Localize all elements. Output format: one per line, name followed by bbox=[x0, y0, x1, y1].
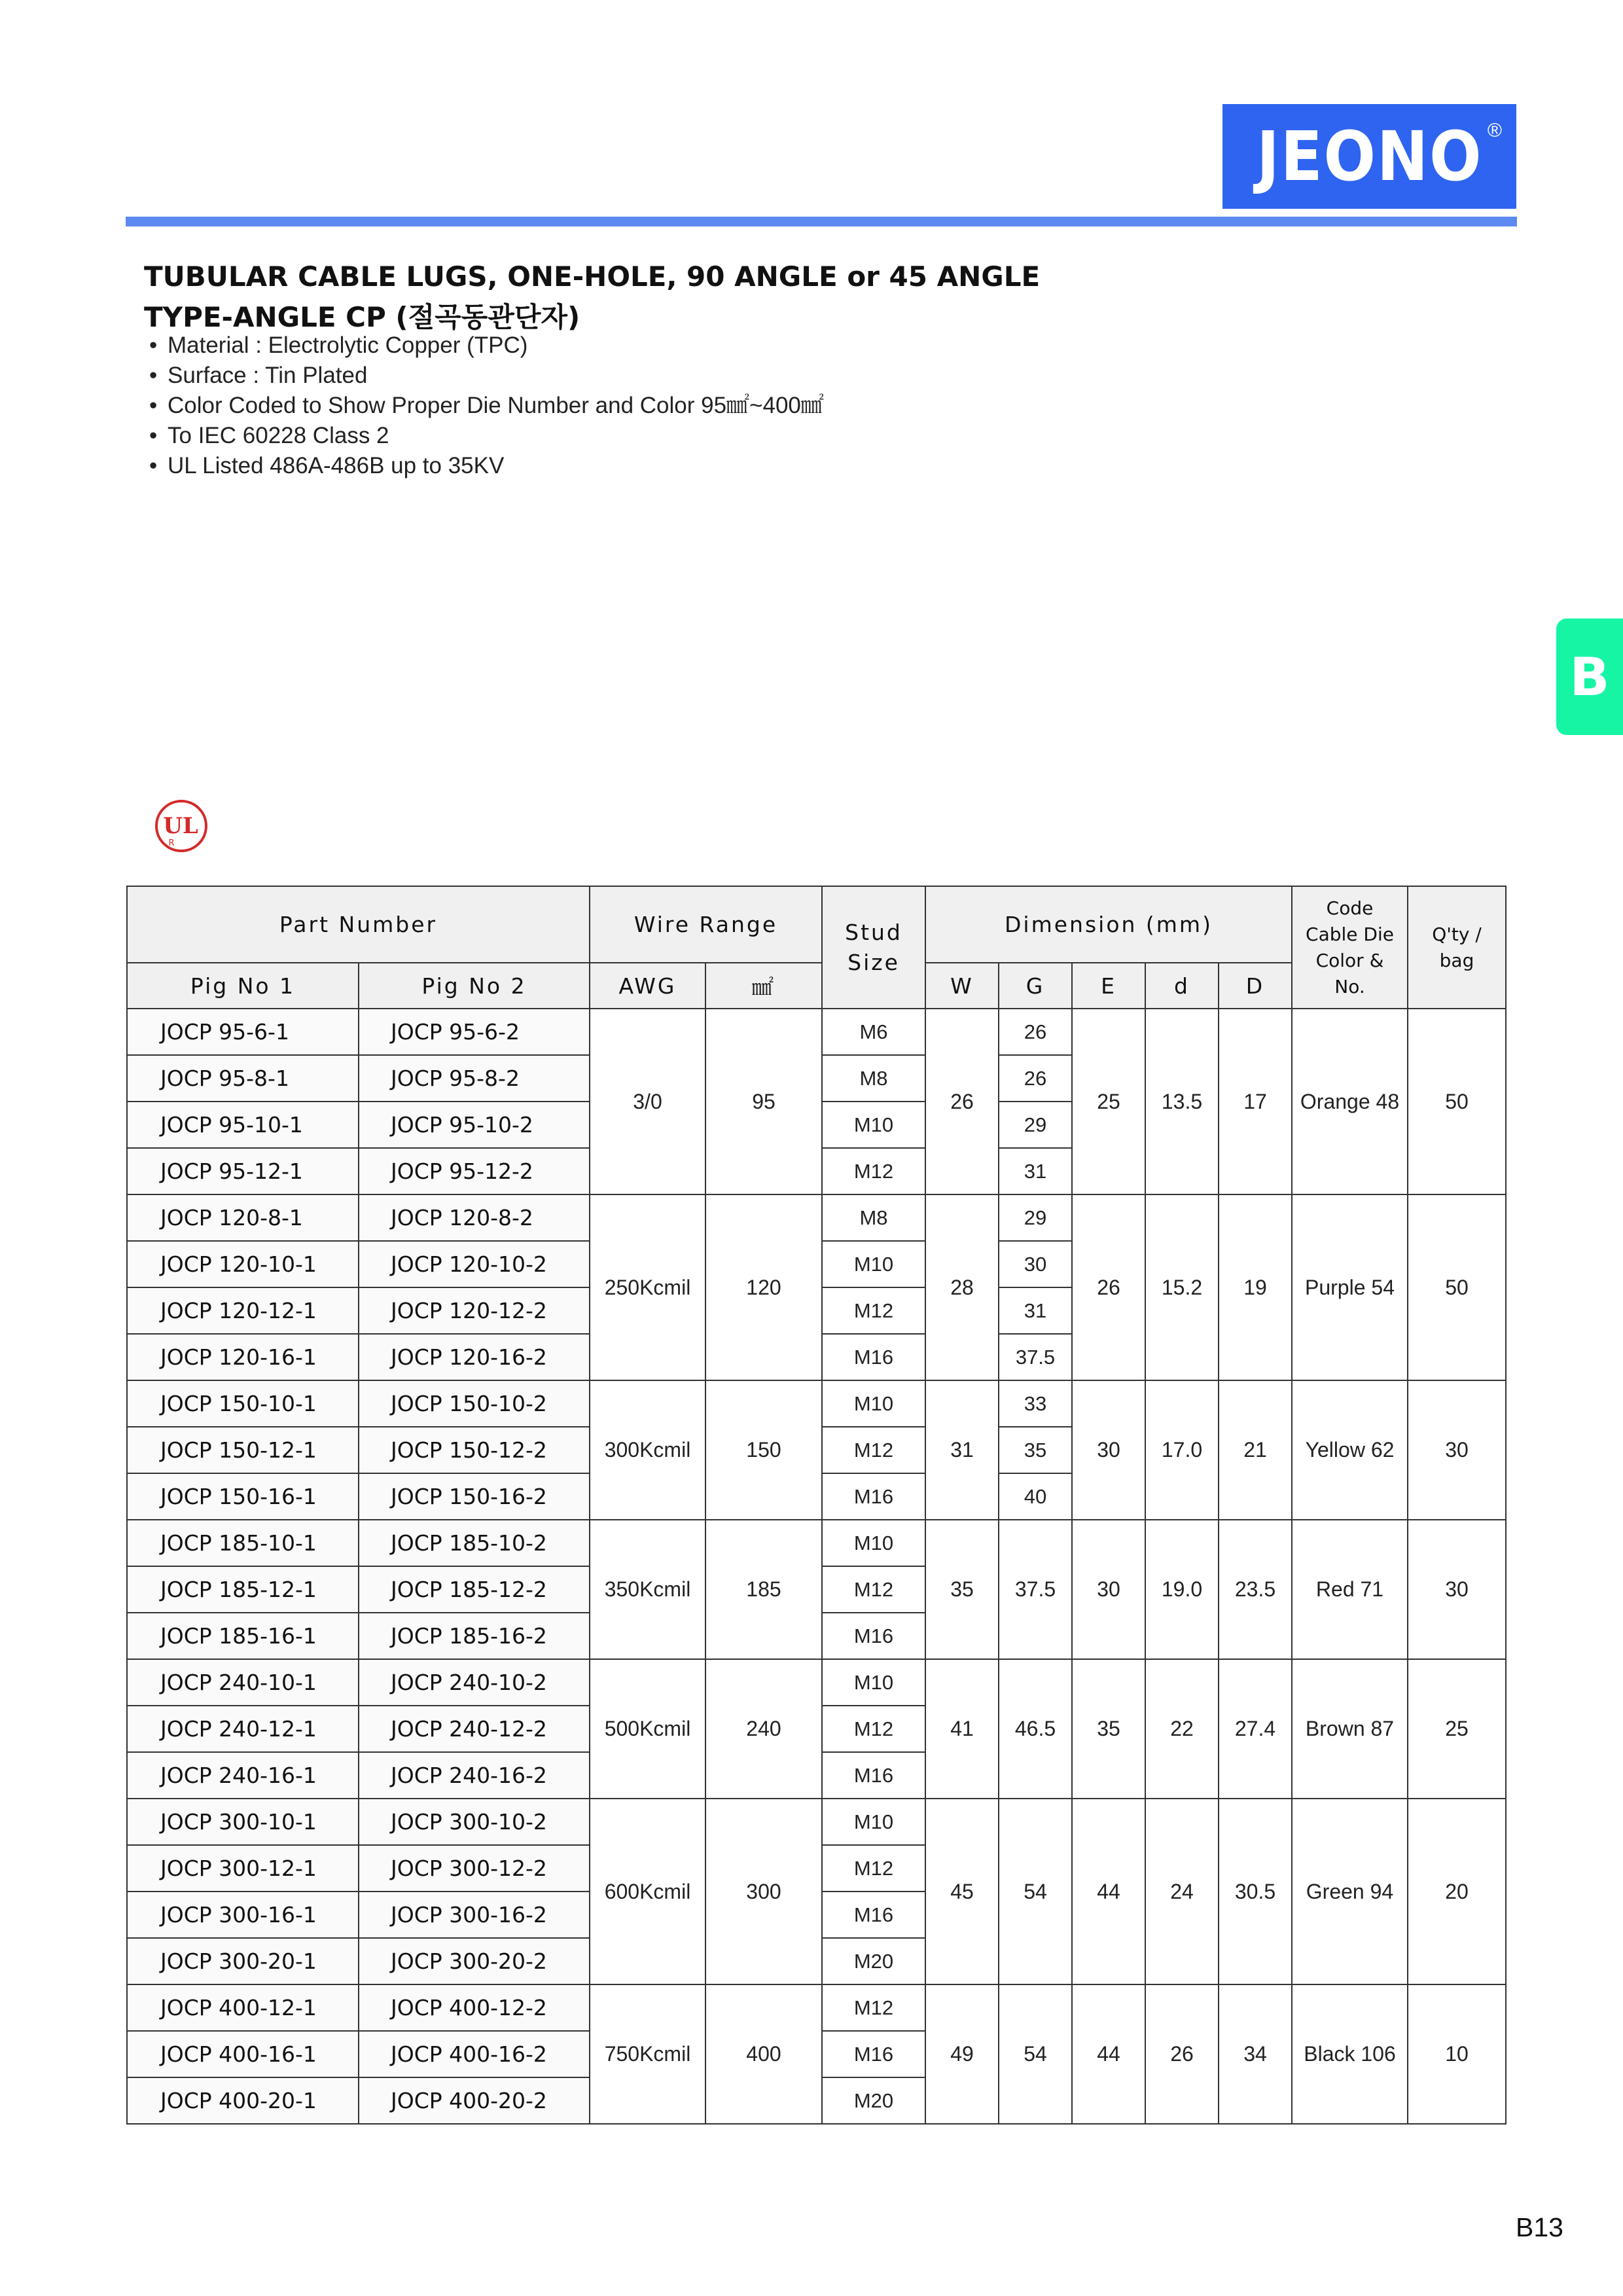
pig-no-1-cell: JOCP 95-6-1 bbox=[127, 1009, 359, 1055]
dim-e-cell: 26 bbox=[1072, 1194, 1145, 1380]
header-code-color bbox=[1292, 886, 1408, 1009]
mm2-cell: 95 bbox=[705, 1009, 822, 1194]
die-color-cell: Yellow 62 bbox=[1292, 1380, 1408, 1520]
pig-no-2-cell: JOCP 400-16-2 bbox=[359, 2031, 590, 2077]
qty-cell: 50 bbox=[1408, 1009, 1506, 1194]
awg-cell: 500Kcmil bbox=[590, 1659, 705, 1799]
section-tab[interactable]: B bbox=[1556, 619, 1623, 735]
dim-d-small-cell: 17.0 bbox=[1145, 1380, 1219, 1520]
dim-e-cell: 44 bbox=[1072, 1984, 1145, 2124]
registered-mark: ® bbox=[1487, 120, 1502, 141]
dim-g-cell: 33 bbox=[999, 1380, 1072, 1427]
dim-g-cell: 29 bbox=[999, 1102, 1072, 1148]
awg-cell: 250Kcmil bbox=[590, 1194, 705, 1380]
dim-d-large-cell: 19 bbox=[1219, 1194, 1292, 1380]
table-header bbox=[127, 886, 1506, 1009]
pig-no-1-cell: JOCP 400-12-1 bbox=[127, 1984, 359, 2031]
pig-no-1-cell: JOCP 300-20-1 bbox=[127, 1938, 359, 1984]
stud-size-cell: M20 bbox=[822, 1938, 925, 1984]
dim-e-cell: 30 bbox=[1072, 1520, 1145, 1659]
pig-no-2-cell: JOCP 95-10-2 bbox=[359, 1102, 590, 1148]
die-color-cell: Orange 48 bbox=[1292, 1009, 1408, 1194]
dim-w-cell: 35 bbox=[925, 1520, 999, 1659]
dim-w-cell: 26 bbox=[925, 1009, 999, 1194]
header-g: G bbox=[999, 963, 1072, 1009]
product-type-title: TYPE-ANGLE CP (절곡동관단자) bbox=[144, 301, 580, 333]
pig-no-2-cell: JOCP 185-16-2 bbox=[359, 1613, 590, 1659]
table-row bbox=[127, 1380, 1506, 1427]
header-wire-range: Wire Range bbox=[590, 886, 822, 963]
dim-d-large-cell: 27.4 bbox=[1219, 1659, 1292, 1799]
pig-no-2-cell: JOCP 185-10-2 bbox=[359, 1520, 590, 1566]
dim-g-cell: 37.5 bbox=[999, 1520, 1072, 1659]
awg-cell: 300Kcmil bbox=[590, 1380, 705, 1520]
pig-no-1-cell: JOCP 150-12-1 bbox=[127, 1427, 359, 1473]
dim-d-large-cell: 30.5 bbox=[1219, 1799, 1292, 1984]
die-color-cell: Brown 87 bbox=[1292, 1659, 1408, 1799]
pig-no-2-cell: JOCP 185-12-2 bbox=[359, 1566, 590, 1613]
stud-size-cell: M20 bbox=[822, 2077, 925, 2124]
dim-g-cell: 40 bbox=[999, 1473, 1072, 1520]
dim-e-cell: 30 bbox=[1072, 1380, 1145, 1520]
pig-no-1-cell: JOCP 120-8-1 bbox=[127, 1194, 359, 1241]
pig-no-2-cell: JOCP 240-16-2 bbox=[359, 1752, 590, 1799]
mm2-cell: 240 bbox=[705, 1659, 822, 1799]
dim-g-cell: 31 bbox=[999, 1287, 1072, 1334]
pig-no-1-cell: JOCP 95-10-1 bbox=[127, 1102, 359, 1148]
stud-size-cell: M10 bbox=[822, 1380, 925, 1427]
dim-g-cell: 26 bbox=[999, 1055, 1072, 1102]
die-color-cell: Black 106 bbox=[1292, 1984, 1408, 2124]
brand-name: JEONO bbox=[1256, 117, 1483, 196]
awg-cell: 600Kcmil bbox=[590, 1799, 705, 1984]
dim-d-small-cell: 13.5 bbox=[1145, 1009, 1219, 1194]
pig-no-2-cell: JOCP 95-6-2 bbox=[359, 1009, 590, 1055]
dim-e-cell: 25 bbox=[1072, 1009, 1145, 1194]
feature-text: Surface : Tin Plated bbox=[168, 363, 368, 388]
pig-no-2-cell: JOCP 300-16-2 bbox=[359, 1892, 590, 1938]
header-qty-text: Q'ty / bag bbox=[1432, 923, 1482, 971]
pig-no-1-cell: JOCP 400-16-1 bbox=[127, 2031, 359, 2077]
pig-no-1-cell: JOCP 240-12-1 bbox=[127, 1706, 359, 1752]
header-pig2: Pig No 2 bbox=[359, 963, 590, 1009]
table-row bbox=[127, 1799, 1506, 1845]
qty-cell: 25 bbox=[1408, 1659, 1506, 1799]
qty-cell: 30 bbox=[1408, 1520, 1506, 1659]
pig-no-2-cell: JOCP 400-12-2 bbox=[359, 1984, 590, 2031]
pig-no-1-cell: JOCP 185-16-1 bbox=[127, 1613, 359, 1659]
stud-size-cell: M16 bbox=[822, 1892, 925, 1938]
dim-g-cell: 54 bbox=[999, 1799, 1072, 1984]
header-d-large: D bbox=[1219, 963, 1292, 1009]
dim-w-cell: 41 bbox=[925, 1659, 999, 1799]
page-number: B13 bbox=[1516, 2212, 1563, 2242]
table-row bbox=[127, 1520, 1506, 1566]
table-row bbox=[127, 1009, 1506, 1055]
specification-table bbox=[126, 886, 1507, 2125]
dim-g-cell: 54 bbox=[999, 1984, 1072, 2124]
pig-no-1-cell: JOCP 240-10-1 bbox=[127, 1659, 359, 1706]
header-d-small: d bbox=[1145, 963, 1219, 1009]
stud-size-cell: M12 bbox=[822, 1566, 925, 1613]
pig-no-2-cell: JOCP 150-12-2 bbox=[359, 1427, 590, 1473]
dim-g-cell: 46.5 bbox=[999, 1659, 1072, 1799]
dim-d-large-cell: 17 bbox=[1219, 1009, 1292, 1194]
pig-no-2-cell: JOCP 95-12-2 bbox=[359, 1148, 590, 1194]
pig-no-2-cell: JOCP 150-16-2 bbox=[359, 1473, 590, 1520]
header-dimension: Dimension (mm) bbox=[925, 886, 1292, 963]
dim-g-cell: 30 bbox=[999, 1241, 1072, 1287]
ul-listed-icon bbox=[154, 798, 208, 853]
pig-no-1-cell: JOCP 150-10-1 bbox=[127, 1380, 359, 1427]
stud-size-cell: M10 bbox=[822, 1520, 925, 1566]
stud-size-cell: M12 bbox=[822, 1148, 925, 1194]
dim-w-cell: 28 bbox=[925, 1194, 999, 1380]
jeono-logo bbox=[1222, 104, 1516, 209]
pig-no-2-cell: JOCP 120-8-2 bbox=[359, 1194, 590, 1241]
die-color-cell: Purple 54 bbox=[1292, 1194, 1408, 1380]
dim-d-small-cell: 19.0 bbox=[1145, 1520, 1219, 1659]
pig-no-1-cell: JOCP 240-16-1 bbox=[127, 1752, 359, 1799]
dim-d-large-cell: 21 bbox=[1219, 1380, 1292, 1520]
table-row bbox=[127, 1984, 1506, 2031]
stud-size-cell: M6 bbox=[822, 1009, 925, 1055]
feature-text: Material : Electrolytic Copper (TPC) bbox=[168, 332, 528, 358]
dim-g-cell: 37.5 bbox=[999, 1334, 1072, 1380]
pig-no-2-cell: JOCP 120-10-2 bbox=[359, 1241, 590, 1287]
dim-g-cell: 35 bbox=[999, 1427, 1072, 1473]
awg-cell: 750Kcmil bbox=[590, 1984, 705, 2124]
header-e: E bbox=[1072, 963, 1145, 1009]
pig-no-1-cell: JOCP 300-10-1 bbox=[127, 1799, 359, 1845]
mm2-cell: 300 bbox=[705, 1799, 822, 1984]
header-mm2: ㎟ bbox=[705, 963, 822, 1009]
dim-d-large-cell: 34 bbox=[1219, 1984, 1292, 2124]
ul-mark-text: UL bbox=[163, 813, 198, 839]
pig-no-1-cell: JOCP 300-12-1 bbox=[127, 1845, 359, 1892]
qty-cell: 10 bbox=[1408, 1984, 1506, 2124]
feature-item: • To IEC 60228 Class 2 bbox=[149, 423, 389, 448]
stud-size-cell: M16 bbox=[822, 1473, 925, 1520]
feature-item: • Color Coded to Show Proper Die Number and Color 95㎟~400㎟ bbox=[149, 393, 824, 418]
stud-size-cell: M12 bbox=[822, 1427, 925, 1473]
header-code-color-text: Code Cable Die Color & No. bbox=[1306, 897, 1394, 997]
stud-size-cell: M12 bbox=[822, 1706, 925, 1752]
dim-d-small-cell: 15.2 bbox=[1145, 1194, 1219, 1380]
ul-reg-text: R bbox=[168, 838, 175, 848]
pig-no-2-cell: JOCP 300-20-2 bbox=[359, 1938, 590, 1984]
dim-g-cell: 26 bbox=[999, 1009, 1072, 1055]
header-part-number: Part Number bbox=[127, 886, 590, 963]
table-row bbox=[127, 1659, 1506, 1706]
pig-no-2-cell: JOCP 240-10-2 bbox=[359, 1659, 590, 1706]
pig-no-1-cell: JOCP 120-16-1 bbox=[127, 1334, 359, 1380]
dim-d-large-cell: 23.5 bbox=[1219, 1520, 1292, 1659]
stud-size-cell: M8 bbox=[822, 1194, 925, 1241]
dim-d-small-cell: 22 bbox=[1145, 1659, 1219, 1799]
stud-size-cell: M12 bbox=[822, 1984, 925, 2031]
pig-no-1-cell: JOCP 120-12-1 bbox=[127, 1287, 359, 1334]
dim-w-cell: 45 bbox=[925, 1799, 999, 1984]
header-pig1: Pig No 1 bbox=[127, 963, 359, 1009]
stud-size-cell: M12 bbox=[822, 1287, 925, 1334]
table-body bbox=[127, 1009, 1506, 2124]
pig-no-1-cell: JOCP 95-12-1 bbox=[127, 1148, 359, 1194]
awg-cell: 3/0 bbox=[590, 1009, 705, 1194]
qty-cell: 30 bbox=[1408, 1380, 1506, 1520]
feature-item: • Material : Electrolytic Copper (TPC) bbox=[149, 332, 528, 358]
dim-e-cell: 35 bbox=[1072, 1659, 1145, 1799]
feature-text: UL Listed 486A-486B up to 35KV bbox=[168, 453, 505, 478]
pig-no-1-cell: JOCP 185-10-1 bbox=[127, 1520, 359, 1566]
qty-cell: 50 bbox=[1408, 1194, 1506, 1380]
dim-d-small-cell: 26 bbox=[1145, 1984, 1219, 2124]
header-awg: AWG bbox=[590, 963, 705, 1009]
feature-list bbox=[149, 331, 824, 481]
die-color-cell: Green 94 bbox=[1292, 1799, 1408, 1984]
stud-size-cell: M16 bbox=[822, 1752, 925, 1799]
pig-no-2-cell: JOCP 300-10-2 bbox=[359, 1799, 590, 1845]
dim-w-cell: 31 bbox=[925, 1380, 999, 1520]
feature-item: • Surface : Tin Plated bbox=[149, 363, 368, 388]
pig-no-2-cell: JOCP 120-12-2 bbox=[359, 1287, 590, 1334]
feature-text: To IEC 60228 Class 2 bbox=[168, 423, 389, 448]
awg-cell: 350Kcmil bbox=[590, 1520, 705, 1659]
header-stud-size bbox=[822, 886, 925, 1009]
table-row bbox=[127, 1194, 1506, 1241]
mm2-cell: 400 bbox=[705, 1984, 822, 2124]
header-stud-size-text: Stud Size bbox=[845, 919, 902, 975]
pig-no-1-cell: JOCP 185-12-1 bbox=[127, 1566, 359, 1613]
pig-no-2-cell: JOCP 150-10-2 bbox=[359, 1380, 590, 1427]
stud-size-cell: M8 bbox=[822, 1055, 925, 1102]
stud-size-cell: M12 bbox=[822, 1845, 925, 1892]
pig-no-2-cell: JOCP 240-12-2 bbox=[359, 1706, 590, 1752]
pig-no-1-cell: JOCP 150-16-1 bbox=[127, 1473, 359, 1520]
pig-no-1-cell: JOCP 120-10-1 bbox=[127, 1241, 359, 1287]
pig-no-2-cell: JOCP 400-20-2 bbox=[359, 2077, 590, 2124]
feature-text: Color Coded to Show Proper Die Number and Color 95㎟~400㎟ bbox=[168, 393, 824, 418]
pig-no-1-cell: JOCP 95-8-1 bbox=[127, 1055, 359, 1102]
pig-no-2-cell: JOCP 120-16-2 bbox=[359, 1334, 590, 1380]
feature-item: • UL Listed 486A-486B up to 35KV bbox=[149, 453, 505, 478]
dim-w-cell: 49 bbox=[925, 1984, 999, 2124]
header-w: W bbox=[925, 963, 999, 1009]
pig-no-1-cell: JOCP 400-20-1 bbox=[127, 2077, 359, 2124]
pig-no-2-cell: JOCP 95-8-2 bbox=[359, 1055, 590, 1102]
dim-d-small-cell: 24 bbox=[1145, 1799, 1219, 1984]
mm2-cell: 150 bbox=[705, 1380, 822, 1520]
header-qty bbox=[1408, 886, 1506, 1009]
mm2-cell: 185 bbox=[705, 1520, 822, 1659]
qty-cell: 20 bbox=[1408, 1799, 1506, 1984]
stud-size-cell: M10 bbox=[822, 1659, 925, 1706]
pig-no-1-cell: JOCP 300-16-1 bbox=[127, 1892, 359, 1938]
stud-size-cell: M16 bbox=[822, 1613, 925, 1659]
stud-size-cell: M10 bbox=[822, 1102, 925, 1148]
stud-size-cell: M16 bbox=[822, 1334, 925, 1380]
stud-size-cell: M10 bbox=[822, 1241, 925, 1287]
stud-size-cell: M16 bbox=[822, 2031, 925, 2077]
stud-size-cell: M10 bbox=[822, 1799, 925, 1845]
die-color-cell: Red 71 bbox=[1292, 1520, 1408, 1659]
product-title: TUBULAR CABLE LUGS, ONE-HOLE, 90 ANGLE or 45 ANGLE bbox=[144, 260, 1041, 293]
dim-g-cell: 29 bbox=[999, 1194, 1072, 1241]
pig-no-2-cell: JOCP 300-12-2 bbox=[359, 1845, 590, 1892]
dim-e-cell: 44 bbox=[1072, 1799, 1145, 1984]
dim-g-cell: 31 bbox=[999, 1148, 1072, 1194]
header-rule bbox=[126, 217, 1517, 226]
mm2-cell: 120 bbox=[705, 1194, 822, 1380]
